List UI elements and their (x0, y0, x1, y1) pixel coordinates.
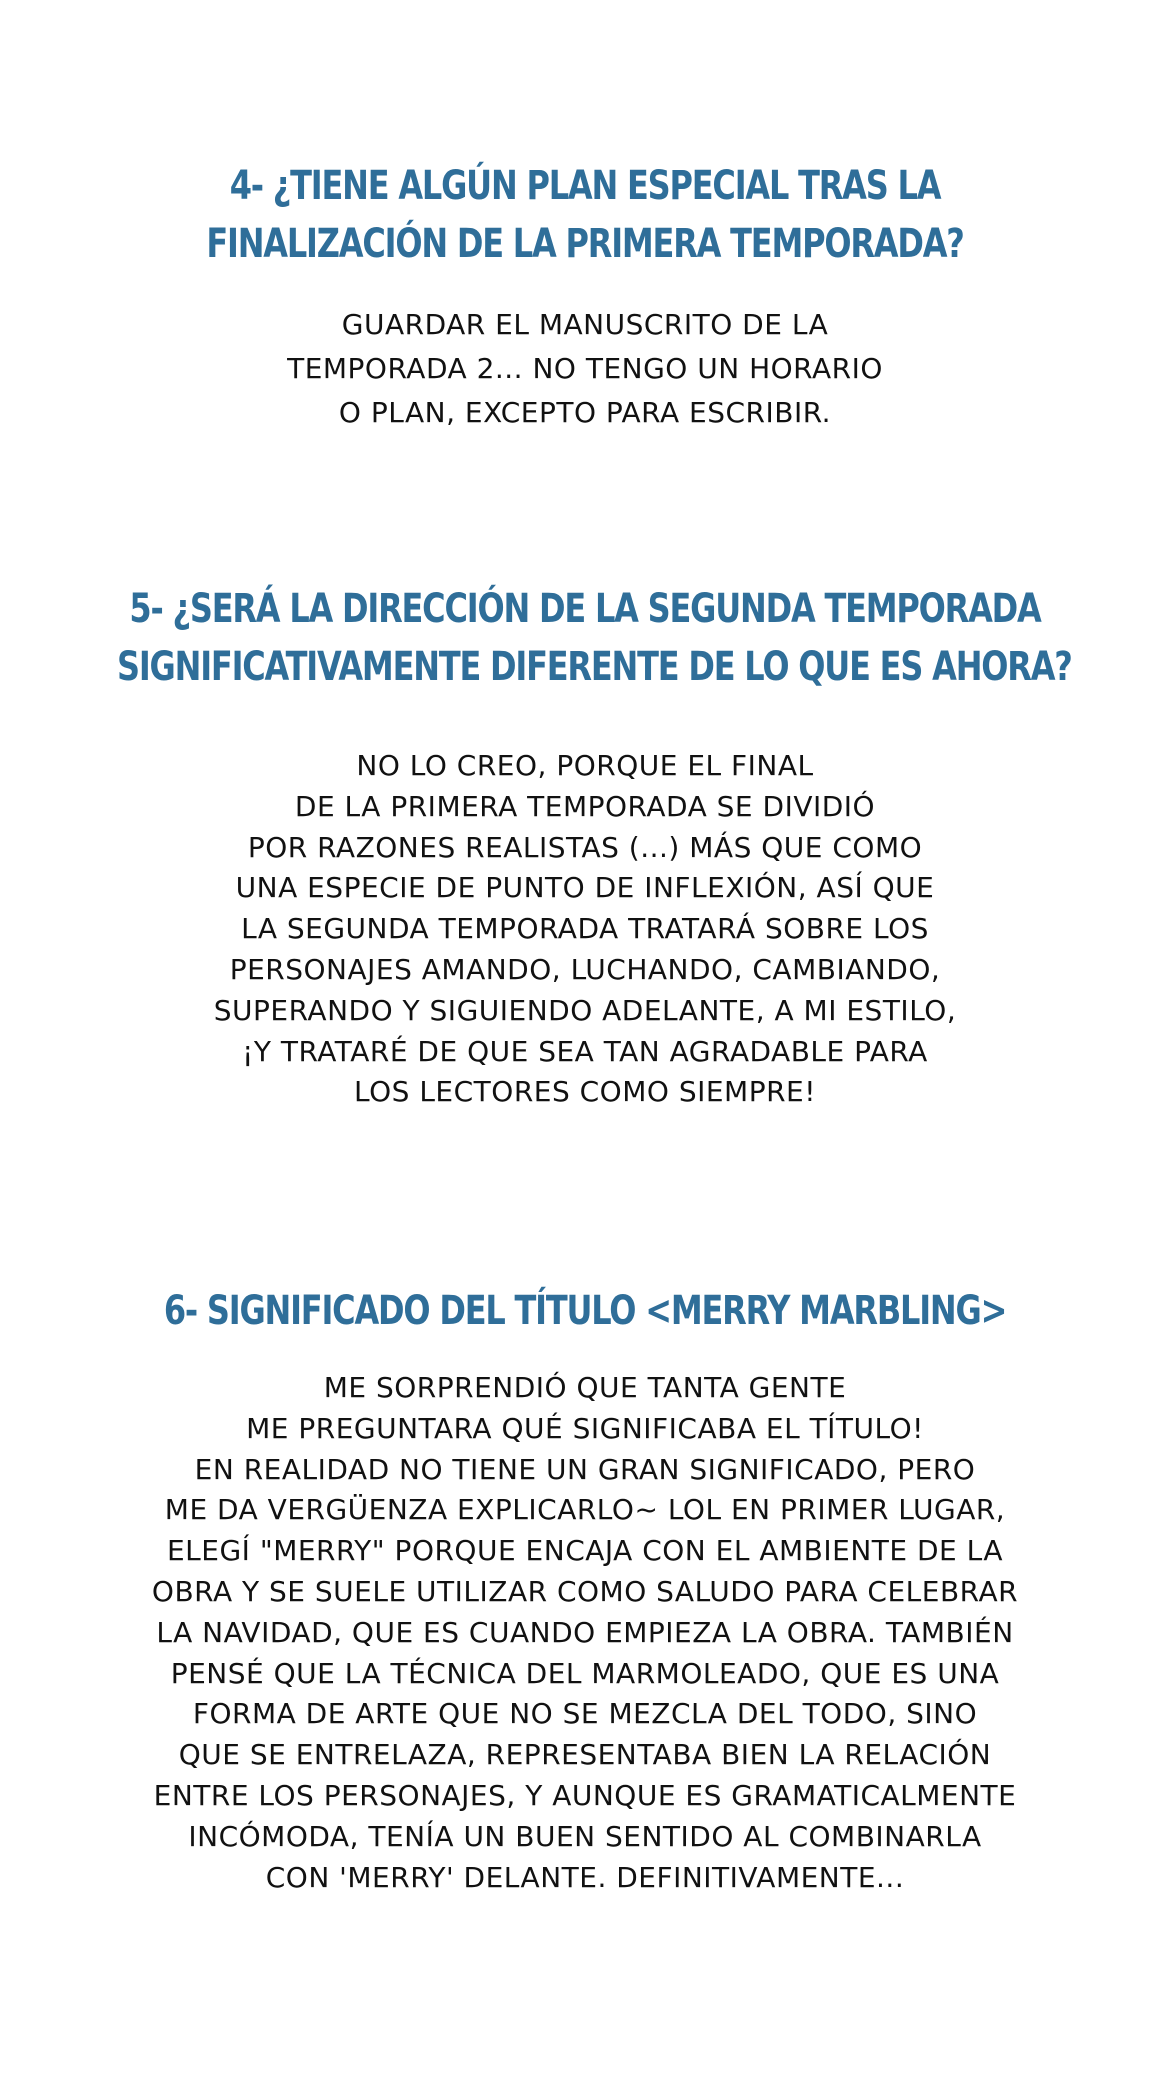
answer-6-line-1: ME SORPRENDIÓ QUE TANTA GENTE (323, 1371, 847, 1404)
answer-5-line-4: UNA ESPECIE DE PUNTO DE INFLEXIÓN, ASÍ QUE (235, 871, 935, 905)
question-6-heading-line-1: 6- SIGNIFICADO DEL TÍTULO <MERRY MARBLING> (163, 1288, 1007, 1334)
question-5-heading (117, 580, 1072, 696)
answer-6 (0, 1368, 1170, 1898)
answer-4-line-3: O PLAN, EXCEPTO PARA ESCRIBIR. (338, 396, 832, 429)
answer-5-line-1: NO LO CREO, PORQUE EL FINAL (356, 749, 814, 782)
answer-6-line-9: FORMA DE ARTE QUE NO SE MEZCLA DEL TODO, SINO (192, 1697, 978, 1731)
answer-6-line-4: ME DA VERGÜENZA EXPLICARLO~ LOL EN PRIMER LUGAR, (164, 1493, 1006, 1527)
answer-4-line-1: GUARDAR EL MANUSCRITO DE LA (341, 308, 829, 341)
answer-6-line-6: OBRA Y SE SUELE UTILIZAR COMO SALUDO PARA CELEBRAR (151, 1574, 1019, 1608)
answer-4 (0, 303, 1170, 435)
answer-6-line-3: EN REALIDAD NO TIENE UN GRAN SIGNIFICADO, PERO (194, 1452, 976, 1486)
question-4-heading-line-2: FINALIZACIÓN DE LA PRIMERA TEMPORADA? (206, 221, 964, 267)
question-5-heading-line-1: 5- ¿SERÁ LA DIRECCIÓN DE LA SEGUNDA TEMPORADA (129, 586, 1041, 632)
answer-6-line-13: CON 'MERRY' DELANTE. DEFINITIVAMENTE... (265, 1860, 905, 1894)
answer-5 (0, 746, 1170, 1113)
answer-5-line-5: LA SEGUNDA TEMPORADA TRATARÁ SOBRE LOS (241, 912, 929, 946)
answer-5-line-9: LOS LECTORES COMO SIEMPRE! (354, 1075, 816, 1109)
answer-4-line-2: TEMPORADA 2... NO TENGO UN HORARIO (287, 352, 883, 385)
answer-5-line-3: POR RAZONES REALISTAS (...) MÁS QUE COMO (247, 830, 923, 864)
answer-5-line-2: DE LA PRIMERA TEMPORADA SE DIVIDIÓ (294, 789, 876, 823)
question-6-heading (117, 1282, 1053, 1340)
answer-5-line-6: PERSONAJES AMANDO, LUCHANDO, CAMBIANDO, (229, 952, 941, 986)
question-5-heading-line-2: SIGNIFICATIVAMENTE DIFERENTE DE LO QUE ES AHORA? (117, 644, 1072, 690)
answer-5-line-7: SUPERANDO Y SIGUIENDO ADELANTE, A MI ESTILO, (213, 993, 957, 1027)
answer-6-line-5: ELEGÍ "MERRY" PORQUE ENCAJA CON EL AMBIENTE DE LA (166, 1534, 1004, 1568)
answer-6-line-12: INCÓMODA, TENÍA UN BUEN SENTIDO AL COMBINARLA (188, 1819, 982, 1853)
answer-6-line-8: PENSÉ QUE LA TÉCNICA DEL MARMOLEADO, QUE ES UNA (170, 1656, 1000, 1690)
answer-6-line-11: ENTRE LOS PERSONAJES, Y AUNQUE ES GRAMATICALMENTE (153, 1778, 1017, 1812)
answer-6-line-10: QUE SE ENTRELAZA, REPRESENTABA BIEN LA RELACIÓN (178, 1738, 992, 1772)
answer-5-line-8: ¡Y TRATARÉ DE QUE SEA TAN AGRADABLE PARA (242, 1034, 928, 1068)
question-4-heading-line-1: 4- ¿TIENE ALGÚN PLAN ESPECIAL TRAS LA (229, 163, 941, 209)
answer-6-line-7: LA NAVIDAD, QUE ES CUANDO EMPIEZA LA OBRA. TAMBIÉN (156, 1615, 1014, 1649)
answer-6-line-2: ME PREGUNTARA QUÉ SIGNIFICABA EL TÍTULO! (246, 1411, 924, 1445)
question-4-heading (117, 157, 1053, 273)
